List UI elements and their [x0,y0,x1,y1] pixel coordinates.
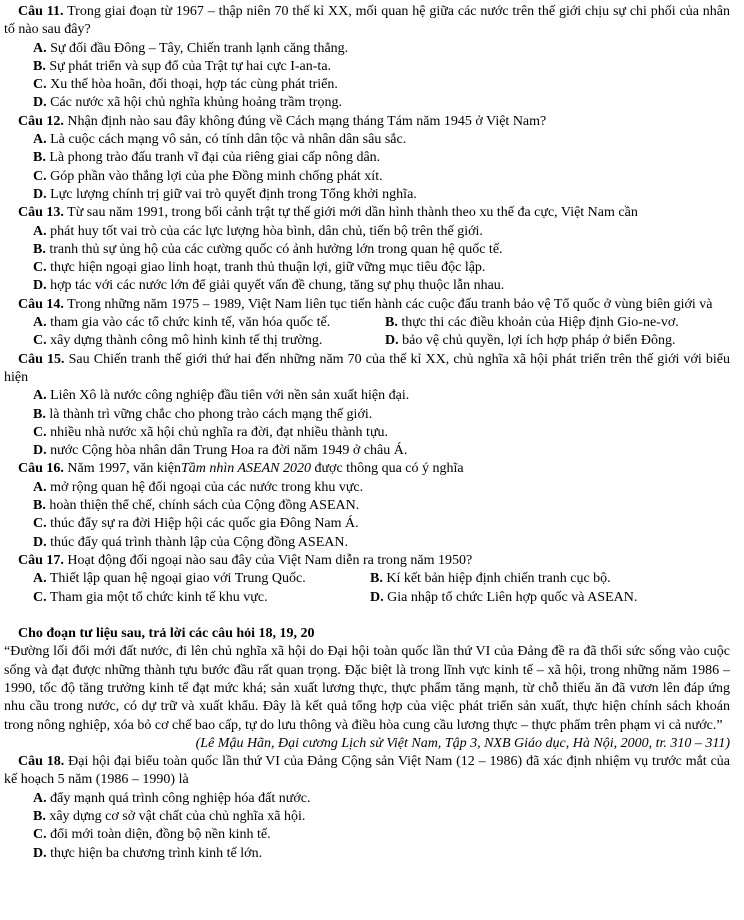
answer-option [33,223,730,241]
question-stem [4,460,730,478]
option-label: D. [370,589,384,605]
question-block [4,113,730,204]
option-text: thực thi các điều khoản của Hiệp định Gio-ne-vơ. [401,315,679,331]
answer-option [33,845,730,863]
question-block [4,552,730,607]
option-text: thúc đẩy sự ra đời Hiệp hội các quốc gia Đông Nam Á. [50,516,359,532]
option-text: Là phong trào đấu tranh vĩ đại của riêng giai cấp nông dân. [49,150,381,166]
option-text: Các nước xã hội chủ nghĩa khủng hoảng trầm trọng. [50,95,342,111]
answer-option [33,94,730,112]
answer-option [33,332,385,350]
stem-text: Hoạt động đối ngoại nào sau đây của Việt Nam diễn ra trong năm 1950? [67,552,473,568]
questions-section-top [4,3,730,607]
answer-option-row [33,570,730,588]
answer-option [33,515,730,533]
answer-option [33,76,730,94]
answer-option-row [33,589,730,607]
answer-option [33,58,730,76]
option-text: Gia nhập tổ chức Liên hợp quốc và ASEAN. [387,589,638,605]
answer-option [33,277,730,295]
question-number: Câu 12. [18,113,64,129]
option-text: nhiều nhà nước xã hội chủ nghĩa ra đời, đạt nhiều thành tựu. [50,424,389,440]
answer-option [370,589,637,607]
answer-option [33,424,730,442]
stem-text: Tầm nhìn ASEAN 2020 [180,461,311,477]
option-text: thực hiện ba chương trình kinh tế lớn. [50,845,263,861]
question-block [4,351,730,461]
option-label: A. [33,132,47,148]
option-label: C. [33,333,47,349]
option-label: B. [33,809,46,825]
answer-option [33,589,370,607]
option-label: A. [33,790,47,806]
answer-option-row [33,332,730,350]
answer-option [33,826,730,844]
stem-text: Từ sau năm 1991, trong bối cảnh trật tự thế giới mới dần hình thành theo xu thế đa cực, Việt Nam cần [67,205,638,221]
option-label: C. [33,260,47,276]
question-block [4,204,730,295]
answer-option [33,497,730,515]
answer-option [370,570,611,588]
question-block [4,460,730,551]
question-number: Câu 17. [18,552,64,568]
option-text: là thành trì vững chắc cho phong trào cách mạng thế giới. [49,406,373,422]
option-text: Liên Xô là nước công nghiệp đầu tiên với nền sản xuất hiện đại. [50,388,410,404]
option-text: hoàn thiện thể chế, chính sách của Cộng đồng ASEAN. [49,498,360,514]
question-stem [4,753,730,790]
option-label: A. [33,40,47,56]
option-text: hợp tác với các nước lớn để giải quyết vấn đề chung, tăng sự phụ thuộc lẫn nhau. [50,278,505,294]
option-label: B. [385,315,398,331]
answer-option [33,790,730,808]
question-block [4,753,730,863]
option-text: mở rộng quan hệ đối ngoại của các nước trong khu vực. [50,479,364,495]
answer-option [33,387,730,405]
answer-option [33,442,730,460]
option-text: Góp phần vào thắng lợi của phe Đồng minh chống phát xít. [50,168,383,184]
answer-option [33,241,730,259]
question-stem [4,204,730,222]
option-label: C. [33,827,47,843]
option-label: C. [33,589,47,605]
option-label: D. [33,95,47,111]
question-stem [4,552,730,570]
answer-option [33,40,730,58]
answer-option [33,808,730,826]
option-label: D. [33,534,47,550]
passage-citation: (Lê Mậu Hãn, Đại cương Lịch sử Việt Nam, Tập 3, NXB Giáo dục, Hà Nội, 2000, tr. 310 – 311) [195,735,730,751]
stem-text: Năm 1997, văn kiện [67,461,181,477]
option-label: D. [33,845,47,861]
option-label: A. [33,388,47,404]
question-number: Câu 11. [18,4,64,19]
answer-option [33,479,730,497]
passage-header: Cho đoạn tư liệu sau, trả lời các câu hỏi 18, 19, 20 [18,626,315,642]
option-text: nước Cộng hòa nhân dân Trung Hoa ra đời năm 1949 ở châu Á. [50,443,408,459]
question-stem [4,351,730,388]
question-number: Câu 13. [18,205,64,221]
option-text: Kí kết bản hiệp định chiến tranh cục bộ. [386,571,611,587]
option-label: B. [33,406,46,422]
stem-text: Trong giai đoạn từ 1967 – thập niên 70 thế kỉ XX, mối quan hệ giữa các nước trên thế giới chịu sự chi phối của nhân tố nào sau đây? [4,4,731,38]
answer-option [33,149,730,167]
option-label: B. [33,150,46,166]
option-text: Sự phát triển và sụp đổ của Trật tự hai cực I-an-ta. [49,58,332,74]
question-number: Câu 16. [18,461,64,477]
option-label: A. [33,315,47,331]
option-text: Sự đối đầu Đông – Tây, Chiến tranh lạnh căng thẳng. [50,40,349,56]
option-label: C. [33,424,47,440]
answer-option [33,406,730,424]
option-label: D. [385,333,399,349]
question-stem [4,3,730,40]
option-label: D. [33,443,47,459]
option-text: phát huy tốt vai trò của các lực lượng hòa bình, dân chủ, tiến bộ trên thế giới. [50,223,483,239]
questions-section-bottom [4,753,730,863]
option-text: thúc đẩy quá trình thành lập của Cộng đồng ASEAN. [50,534,348,550]
option-label: B. [33,241,46,257]
stem-text: Sau Chiến tranh thế giới thứ hai đến những năm 70 của thế kỉ XX, chủ nghĩa xã hội phát triển trên thế giới với biểu hiện [4,351,731,385]
option-text: đổi mới toàn diện, đồng bộ nền kinh tế. [50,827,271,843]
option-label: B. [370,571,383,587]
question-stem [4,113,730,131]
question-number: Câu 14. [18,296,64,312]
question-block [4,296,730,351]
answer-option [385,332,676,350]
option-text: đẩy mạnh quá trình công nghiệp hóa đất nước. [50,790,311,806]
stem-text: được thông qua có ý nghĩa [310,461,464,477]
option-text: tranh thủ sự ủng hộ của các cường quốc có ảnh hưởng lớn trong quan hệ quốc tế. [49,241,503,257]
option-text: Tham gia một tổ chức kinh tế khu vực. [49,589,268,605]
option-text: Xu thế hòa hoãn, đối thoại, hợp tác cùng phát triển. [50,77,338,93]
answer-option [33,131,730,149]
stem-text: Trong những năm 1975 – 1989, Việt Nam liên tục tiến hành các cuộc đấu tranh bảo vệ Tổ quốc ở vùng biên giới và [67,296,713,312]
question-stem [4,296,730,314]
option-label: B. [33,58,46,74]
option-label: D. [33,278,47,294]
option-label: D. [33,186,47,202]
answer-option-row [33,314,730,332]
option-text: bảo vệ chủ quyền, lợi ích hợp pháp ở biển Đông. [402,333,676,349]
option-text: Là cuộc cách mạng vô sản, có tính dân tộc và nhân dân sâu sắc. [50,132,407,148]
option-text: tham gia vào các tổ chức kinh tế, văn hóa quốc tế. [50,315,331,331]
option-text: Lực lượng chính trị giữ vai trò quyết định trong Tổng khởi nghĩa. [50,186,417,202]
question-number: Câu 18. [18,754,65,770]
answer-option [33,168,730,186]
option-label: B. [33,498,46,514]
passage-text: “Đường lối đổi mới đất nước, đi lên chủ nghĩa xã hội do Đại hội toàn quốc lần thứ VI của Đảng đề ra đã thổi sức sống vào cuộc sống và đạt được những thành tựu bước đầu rất quan trọng. Đặc biệt là trong lĩnh vực kinh tế – xã hội, trong những năm 1986 – 1990, tốc độ tăng trưởng kinh tế đạt mức khá; sản xuất lương thực, thực phẩm tăng mạnh, từ chỗ thiếu ăn đã vươn lên đáp ứng nhu cầu trong nước, có dự trữ và xuất khẩu. Đây là kết quả tổng hợp của việc phát triển sản xuất, thực hiện chính sách khoán trong nông nghiệp, xóa bỏ cơ chế bao cấp, tự do lưu thông và điều hòa cung cầu lương thực – thực phẩm trên phạm vi cả nước.” [4,644,730,733]
answer-option [33,534,730,552]
answer-option [33,259,730,277]
answer-option [33,570,370,588]
option-text: Thiết lập quan hệ ngoại giao với Trung Quốc. [49,571,306,587]
question-number: Câu 15. [18,351,65,367]
stem-text: Nhận định nào sau đây không đúng về Cách mạng tháng Tám năm 1945 ở Việt Nam? [67,113,547,129]
option-label: C. [33,77,47,93]
answer-option [33,314,385,332]
answer-option [385,314,679,332]
stem-text: Đại hội đại biểu toàn quốc lần thứ VI của Đảng Cộng sản Việt Nam (12 – 1986) đã xác định nhiệm vụ trước mắt của kế hoạch 5 năm (1986 – 1990) là [4,754,730,788]
question-block [4,3,730,113]
option-text: xây dựng cơ sở vật chất của chủ nghĩa xã hội. [49,809,306,825]
option-text: xây dựng thành công mô hình kinh tế thị trường. [50,333,323,349]
answer-option [33,186,730,204]
option-label: A. [33,223,47,239]
option-label: A. [33,479,47,495]
option-label: A. [33,571,47,587]
option-label: C. [33,516,47,532]
option-text: thực hiện ngoại giao linh hoạt, tranh thủ thuận lợi, giữ vững mục tiêu độc lập. [50,260,486,276]
option-label: C. [33,168,47,184]
